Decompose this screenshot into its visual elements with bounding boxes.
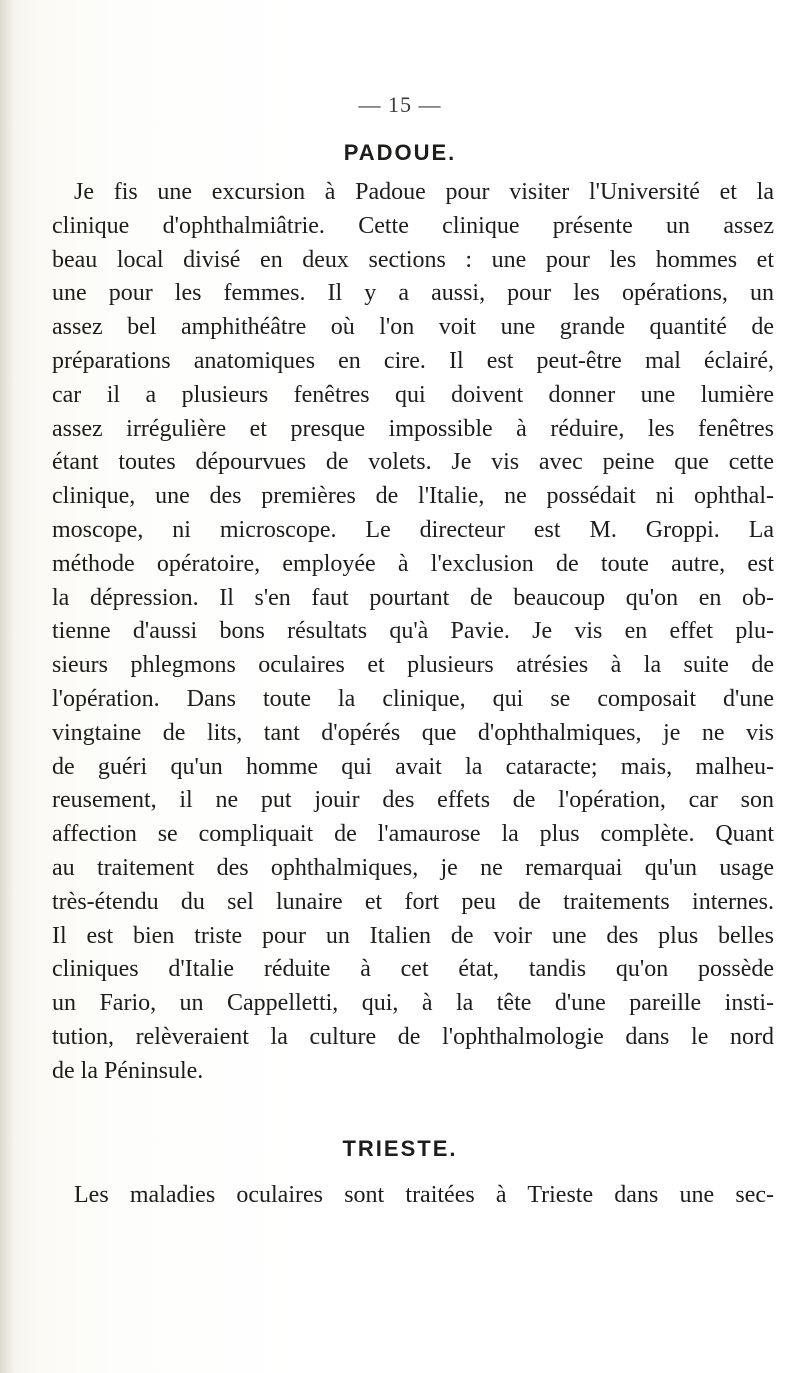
text-line: au traitement des ophthalmiques, je ne remarquai qu'un usage (52, 854, 774, 881)
text-line: très-étendu du sel lunaire et fort peu de traitements internes. (52, 888, 774, 915)
text-line: moscope, ni microscope. Le directeur est M. Groppi. La (52, 516, 774, 543)
page-number: — 15 — (358, 92, 442, 117)
text-line: Je fis une excursion à Padoue pour visiter l'Université et la (74, 179, 774, 205)
text-line: méthode opératoire, employée à l'exclusion de toute autre, est (52, 550, 774, 577)
text-line: un Fario, un Cappelletti, qui, à la tête d'une pareille insti- (52, 990, 774, 1017)
text-line: cliniques d'Italie réduite à cet état, tandis qu'on possède (52, 956, 774, 983)
text-line: clinique, une des premières de l'Italie, ne possédait ni ophthal- (52, 483, 774, 510)
text-line: car il a plusieurs fenêtres qui doivent donner une lumière (52, 381, 774, 408)
text-line: vingtaine de lits, tant d'opérés que d'ophthalmiques, je ne vis (52, 719, 774, 746)
text-line: une pour les femmes. Il y a aussi, pour les opérations, un (52, 280, 774, 307)
section-heading-trieste: TRIESTE. (342, 1136, 458, 1161)
text-line: affection se compliquait de l'amaurose la plus complète. Quant (52, 821, 774, 848)
page-edge-shadow (0, 0, 14, 1373)
text-line: l'opération. Dans toute la clinique, qui se composait d'une (52, 685, 774, 712)
text-line: assez irrégulière et presque impossible à réduire, les fenêtres (52, 415, 774, 442)
text-line: de guéri qu'un homme qui avait la cataracte; mais, malheu- (52, 753, 774, 780)
text-line: la dépression. Il s'en faut pourtant de beaucoup qu'on en ob- (52, 584, 774, 611)
text-line: tienne d'aussi bons résultats qu'à Pavie. Je vis en effet plu- (52, 618, 774, 645)
text-line: tution, relèveraient la culture de l'ophthalmologie dans le nord (52, 1023, 774, 1050)
text-line: sieurs phlegmons oculaires et plusieurs atrésies à la suite de (52, 652, 774, 679)
paragraph-trieste (52, 1179, 774, 1213)
text-line: Les maladies oculaires sont traitées à Trieste dans une sec- (74, 1182, 774, 1208)
text-line: reusement, il ne put jouir des effets de l'opération, car son (52, 787, 774, 814)
text-line: étant toutes dépourvues de volets. Je vis avec peine que cette (52, 449, 774, 476)
text-line: clinique d'ophthalmiâtrie. Cette clinique présente un assez (52, 212, 774, 239)
text-line: assez bel amphithéâtre où l'on voit une grande quantité de (52, 314, 774, 341)
paragraph-padoue (52, 176, 774, 1089)
text-line: beau local divisé en deux sections : une pour les hommes et (52, 246, 774, 273)
text-line: Il est bien triste pour un Italien de voir une des plus belles (52, 922, 774, 949)
text-line: de la Péninsule. (52, 1057, 204, 1084)
section-heading-padoue: PADOUE. (343, 140, 457, 165)
text-line: préparations anatomiques en cire. Il est peut-être mal éclairé, (52, 347, 774, 374)
